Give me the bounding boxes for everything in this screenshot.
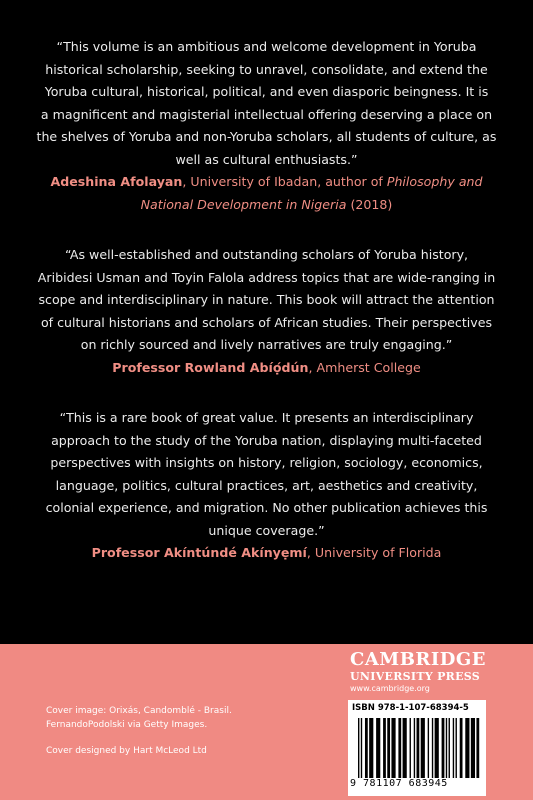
quote-line: Yoruba cultural, historical, political, and even diasporic beingness. It is xyxy=(44,84,489,99)
quote-line: historical scholarship, seeking to unravel, consolidate, and extend the xyxy=(45,61,488,77)
quote-line: well as cultural enthusiasts.” xyxy=(175,151,358,167)
quote-attribution-cont xyxy=(30,194,503,217)
credit-line: Cover image: Orixás, Candomblé - Brasil. xyxy=(46,706,232,716)
quote-line: “This is a rare book of great value. It presents an interdisciplinary xyxy=(59,410,474,425)
quote-book-title: Philosophy and xyxy=(386,174,483,189)
quote-line: unique coverage.” xyxy=(208,522,325,538)
barcode-bars-icon xyxy=(358,718,482,778)
publisher-name: CAMBRIDGE xyxy=(350,649,487,670)
bottom-band xyxy=(0,644,533,800)
credit-line: Cover designed by Hart McLeod Ltd xyxy=(46,746,207,756)
quote-line: approach to the study of the Yoruba nation, displaying multi-faceted xyxy=(51,432,482,448)
quote-line: perspectives with insights on history, religion, sociology, economics, xyxy=(50,455,483,470)
quote-line: language, politics, cultural practices, art, aesthetics and creativity, xyxy=(55,477,478,493)
quote-line: “This volume is an ambitious and welcome development in Yoruba xyxy=(56,39,477,54)
cover-credits xyxy=(46,704,232,758)
quote-attribution xyxy=(30,542,503,565)
endorsement-2 xyxy=(30,244,503,379)
credit-line: FernandoPodolski via Getty Images. xyxy=(46,720,208,730)
publisher-sub: UNIVERSITY PRESS xyxy=(350,670,481,683)
publisher-logo xyxy=(350,650,486,695)
quote-line: colonial experience, and migration. No other publication achieves this xyxy=(45,500,488,515)
quote-line: on richly sourced and lively narratives are truly engaging.” xyxy=(80,337,453,352)
quote-year: (2018) xyxy=(346,196,393,212)
quote-line: a magnificent and magisterial intellectual offering deserving a place on xyxy=(40,106,493,122)
quote-attribution xyxy=(30,357,503,380)
endorsement-1 xyxy=(30,36,503,216)
barcode-digits: 9 781107 683945 xyxy=(350,778,448,789)
quote-author: Professor Rowland Abíọ́dún xyxy=(112,359,309,375)
quote-author: Professor Akíntúndé Akínyẹmí xyxy=(91,545,307,560)
quote-line: scope and interdisciplinary in nature. This book will attract the attention xyxy=(38,292,495,307)
publisher-url: www.cambridge.org xyxy=(350,684,430,693)
quote-book-title: National Development in Nigeria xyxy=(140,196,347,212)
quote-affiliation: , Amherst College xyxy=(308,359,421,375)
isbn-text: ISBN 978-1-107-68394-5 xyxy=(352,703,469,713)
quote-line: “As well-established and outstanding scholars of Yoruba history, xyxy=(64,247,469,262)
endorsements xyxy=(30,36,503,565)
quote-affiliation: , University of Florida xyxy=(306,545,442,560)
isbn-barcode xyxy=(348,700,486,796)
quote-attribution xyxy=(30,171,503,194)
endorsement-3 xyxy=(30,407,503,565)
quote-line: Aribidesi Usman and Toyin Falola address topics that are wide-ranging in xyxy=(37,269,496,285)
quote-line: the shelves of Yoruba and non-Yoruba scholars, all students of culture, as xyxy=(36,129,497,144)
quote-author: Adeshina Afolayan xyxy=(50,174,183,189)
quote-line: of cultural historians and scholars of African studies. Their perspectives xyxy=(40,314,493,330)
quote-affiliation: , University of Ibadan, author of xyxy=(182,174,387,189)
